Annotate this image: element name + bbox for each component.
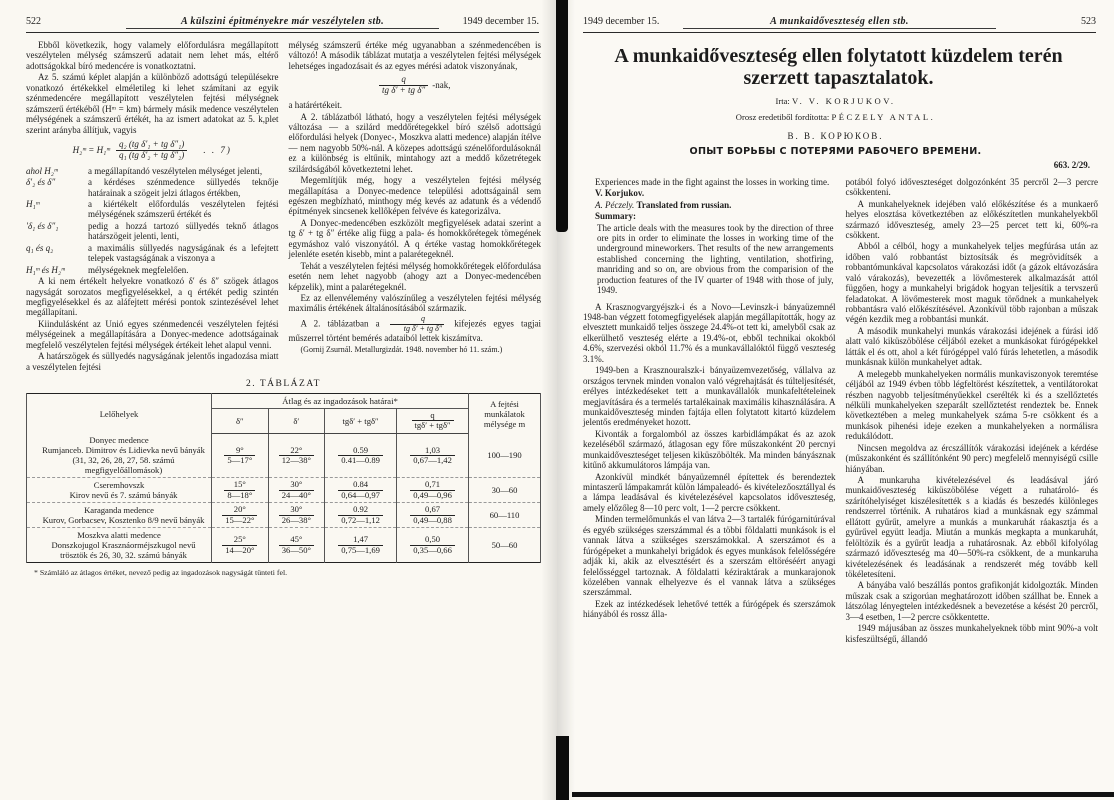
cyrillic-title: ОПЫТ БОРЬБЫ С ПОТЕРЯМИ РАБОЧЕГО ВРЕМЕНИ. — [689, 145, 982, 157]
paragraph: A ki nem értékelt helyekre vonatkozó δ′ és δ″ szögek átlagos nagyságát sorozatos megfigyelésekkel, a q értékét pedig szintén megfigyelésekkel és az aláfejtett mérési pontok szintezésével lehet megállapítani. — [26, 276, 279, 318]
fraction-numerator: q — [379, 75, 428, 86]
inline-fraction — [390, 315, 444, 334]
definition-desc: pedig a hozzá tartozó süllyedés teknő átlagos határszögeit jelenti, lenti, — [88, 220, 279, 242]
running-title: A külszini épitményekre már veszélytelen stb. — [126, 16, 439, 29]
table-header-locations: Lelőhelyek — [27, 394, 212, 434]
depth-cell: 100—190 — [469, 433, 541, 478]
definition-item — [26, 265, 279, 275]
value-cell — [325, 528, 397, 563]
paragraph: 1949-ben a Krasznouralszk-i bányaüzemvezetőség, vállalva az országos tervnek minden vonalon való végrehajtását és túlteljesítését, erélyes intézkedéseket tett a munkavállalók munkafeltételeinek megjavítására és a termelés tartalékainak maximális kihasználására. A munkaidőveszteség minden fajtája ellen folytatott kitartó küzdelem jelentős eredményeket hozott. — [583, 365, 836, 428]
paragraph: Megemlítjük még, hogy a veszélytelen fejtési mélység megállapítása a Donyec-medence települési adottságainál sem egészen megbízható, minthogy még kevés az adatunk és a védendő építmények sincsenek kellőképen felvéve és kategorizálva. — [288, 175, 541, 217]
table-row — [27, 433, 541, 478]
left-page-columns — [0, 33, 557, 373]
fraction-numerator: q — [412, 411, 454, 421]
page-523 — [557, 0, 1114, 800]
scan-gutter-shadow-bottom — [556, 736, 569, 800]
left-page-column-1 — [26, 40, 279, 373]
range-value: 0.41—0.89 — [341, 455, 380, 466]
inline-formula-q — [289, 75, 542, 96]
fraction-numerator: q₂ (tg δ′₁ + tg δ″₁) — [116, 140, 187, 151]
fraction-denominator: q₁ (tg δ′₂ + tg δ″₂) — [119, 149, 185, 160]
table-header-depth: A fejtési munkálatok mélysége m — [469, 394, 541, 434]
article-title: A munkaidőveszteség ellen folytatott küzdelem terén szerzett tapasztalatok. — [614, 45, 1063, 90]
table-heading: 2. TÁBLÁZAT — [246, 379, 321, 390]
avg-value: 9° — [224, 446, 255, 456]
value-cell — [325, 478, 397, 503]
location-cell — [27, 433, 212, 478]
text-after-fraction: kifejezés egyes tagjai műszerrel történt bemérés adataiból lettek kiszámítva. — [288, 318, 542, 344]
paragraph: potából folyó időveszteséget dolgozónként 35 percről 2—3 percre csökkenteni. — [845, 176, 1098, 198]
table-footnote: * Számláló az átlagos értéket, nevező pedig az ingadozások nagyságát tünteti fel. — [34, 568, 288, 578]
avg-value: 25° — [222, 535, 257, 545]
value-cell — [268, 478, 325, 503]
fraction — [379, 75, 428, 96]
issue-date: 1949 december 15. — [583, 16, 660, 27]
table-row — [27, 478, 541, 503]
range-value: 0,49—0,96 — [413, 489, 452, 500]
location-name: Karaganda medence — [84, 505, 154, 516]
avg-value: 0,71 — [410, 480, 455, 490]
summary-translator — [583, 200, 836, 210]
avg-value: 0,67 — [410, 505, 455, 515]
range-value: 26—38° — [281, 514, 311, 525]
table-row — [27, 528, 541, 563]
location-detail: Kurov, Gorbacsev, Kosztenko 8/9 nevű bányák — [42, 515, 205, 526]
definition-term: δ′₂ és δ″ — [26, 177, 56, 188]
value-cell — [212, 478, 269, 503]
avg-value: 22° — [279, 446, 314, 456]
paragraph-with-formula — [289, 315, 542, 344]
equation-lhs: H₂ᵐ = H₁ᵐ — [72, 145, 111, 156]
avg-value: 1,47 — [338, 535, 383, 545]
translator-name: A. Péczely. — [595, 199, 635, 210]
paragraph: mélység számszerű értéke még ugyanabban a szénmedencében is változó! A második táblázat mutatja a veszélytelen fejtési mélységek lehetséges ingadozásait és az egyes mérési adatok viszonyának, — [288, 40, 541, 71]
paragraph: A Krasznogvargyéjszk-i és a Novo—Levinszk-i bányaüzemnél 1948-ban végzett fotomegfigyelések alapján megállapították, hogy az elvesztett munkaidő teljes összege 24.4%-ot tett ki, amelyből csak az elkerülhető veszteség elérte a 19.4%-ot, ebből technikai okokból 4.6%, szervezési okból 11.7% és a munkavállalóktól függő veszteség 3.1%. — [583, 301, 836, 364]
depth-cell: 30—60 — [469, 478, 541, 503]
definition-desc: mélységeknek megfelelően. — [88, 264, 189, 275]
fraction-denominator: tg δ′ + tg δ″ — [403, 323, 443, 333]
running-title: A munkaidőveszteség ellen stb. — [683, 16, 996, 29]
right-page-header — [583, 16, 1096, 33]
avg-value: 15° — [224, 480, 255, 490]
paragraph: Kiindulásként az Unió egyes szénmedencéi veszélytelen fejtési mélységeinek a megállapítására a Donyec-medence adottságainak megfelelő veszélytelen fejtési mélységek értékeit lehet alapul venni. — [26, 318, 279, 350]
definition-item — [26, 221, 279, 242]
right-page-columns — [557, 170, 1114, 645]
location-cell — [27, 503, 212, 528]
left-page-column-2 — [289, 40, 542, 373]
range-value: 0,49—0,88 — [413, 514, 452, 525]
value-cell — [397, 528, 469, 563]
paragraph: A munkahelyeknek idejében való előkészítése és a munkaerő helyes elosztása következtében az előkészítetlen munkahelyekből származó időveszteség, amely 23—25 percet tett ki, 60%-ra csökkent. — [845, 198, 1098, 240]
value-cell — [397, 478, 469, 503]
text-before-fraction: A 2. táblázatban a — [300, 318, 380, 329]
definition-term: H₁ᵐ — [26, 199, 40, 210]
definition-desc: a kiértékelt előfordulás veszélytelen fejtési mélységének számszerű értékét és — [88, 199, 279, 220]
value-cell — [212, 503, 269, 528]
paragraph: A Donyec-medencében eszközölt megfigyelések adatai szerint a tg δ′ + tg δ″ értéke alig függ a pala- és homokkőrétegek tömegének egymáshoz való viszonyától. A q értéke vastag homokkőrétegek jelenléte esetén kisebb, mint a palarétegeknél. — [288, 217, 541, 260]
translator-label: Orosz eredetiből fordította: — [735, 111, 830, 122]
paragraph: Azonkívül mindkét bányaüzemnél építettek és berendeztek mintaszerű lámpakamrát külön lámpaleadó- és kivételezőosztállyal és a lámpa leadásával és kivételezésével kapcsolatos időveszteség, amely előzőleg 8—10 perc volt, 1—2 percre csökkent. — [583, 471, 836, 513]
avg-value: 0,50 — [410, 535, 455, 545]
summary-intro: Experiences made in the fight against the losses in working time. — [595, 176, 830, 187]
value-cell — [212, 528, 269, 563]
header-fraction — [412, 411, 454, 431]
byline-label: Irta: — [775, 95, 790, 106]
value-cell — [325, 433, 397, 478]
location-detail: Donszkojugol Krasznáorméjszkugol nevű trösztök és 26, 30, 32. számú bányák — [51, 540, 196, 561]
table-body — [27, 433, 541, 563]
definition-term: ′δ₁ és δ″₁ — [26, 220, 59, 231]
location-detail: Kirov nevű és 7. számú bányák — [69, 490, 178, 501]
paragraph: A bányába való beszállás pontos grafikonját kidolgozták. Minden műszak csak a szigorúan meghatározott időben szállhat be. Ennek a látszólag lényegtelen intézkedésnek a bevezetése a késést 20 percről, 3—4 esetben, 1—2 percre csökkentette. — [845, 580, 1098, 622]
paragraph: Kivonták a forgalomból az összes karbidlámpákat és az azok kezeléséből származó, átlagosan egy főre műszakonként 20 percnyi munkaidőveszteséget teljesen kiküszöbölték. Ma minden bányásznak kitűnő akkumulátoros lámpája van. — [583, 428, 836, 471]
fraction-suffix: -nak, — [432, 80, 451, 91]
range-value: 15—22° — [225, 514, 255, 525]
range-value: 8—18° — [227, 489, 253, 500]
paragraph: A határszögek és süllyedés nagyságának jelentős ingadozása miatt a veszélytelen fejtési — [26, 351, 279, 372]
range-value: 0,75—1,69 — [341, 544, 380, 555]
location-name: Moszkva alatti medence — [77, 530, 161, 541]
table-header-tg-sum: tgδ′ + tgδ″ — [325, 409, 397, 434]
right-page-column-2 — [846, 177, 1099, 645]
table-header-group: Átlag és az ingadozások határai* — [212, 394, 469, 409]
paragraph: Ebből következik, hogy valamely előfordulásra megállapított veszélytelen mélység számszerű adatait nem lehet más, eltérő adottságokkal bíró medencére is vonatkoztatni. — [26, 40, 279, 71]
paragraph: Tehát a veszélytelen fejtési mélység homokkőrétegek előfordulása esetén nem lehet nagyobb (ahogy azt a Donyec-medencében képzelik), mint a palarétegeknél. — [288, 260, 541, 292]
table-header-delta1: δ′ — [268, 409, 325, 434]
value-cell — [268, 503, 325, 528]
avg-value: 30° — [279, 480, 314, 490]
translated-from-note: Translated from russian. — [636, 199, 732, 210]
depth-cell: 50—60 — [469, 528, 541, 563]
paragraph: a határértékeit. — [288, 100, 342, 111]
paragraph: Abból a célból, hogy a munkahelyek teljes megfúrása után az időben való robbantást biztosítsák és megrövidítsék a robbantómunkával kapcsolatos várakozási időt (a gázok eltávozására való várakozás), bevezették a lövőmesterek alkalmazását attól függően, hogy a munkahelyi brigádok hogyan teljesítik a tervszerű feladatokat. A lövőmesterek most maguk törődnek a munkahelyek robbantásra való előkészítésével. Azonkívül több rajonban a műszak végén kezdik meg a robbantási munkát. — [845, 241, 1098, 325]
avg-value: 0.92 — [338, 505, 383, 515]
right-page-column-1 — [583, 177, 836, 645]
summary-author: V. Korjukov. — [595, 188, 645, 199]
paragraph: Ez az ellenvélemény valószínűleg a veszélytelen fejtési mélység maximális értékének általánosításából származik. — [288, 292, 541, 314]
left-page-header — [26, 16, 539, 33]
value-cell — [397, 433, 469, 478]
avg-value: 20° — [222, 505, 257, 515]
range-value: 24—40° — [281, 489, 311, 500]
byline-translator — [557, 112, 1114, 122]
value-cell — [212, 433, 269, 478]
table-row — [27, 503, 541, 528]
fraction-numerator: q — [390, 315, 444, 325]
paragraph: Nincsen megoldva az ércszállítók várakozási idejének a kérdése (műszakonként és szállítónként 90 perc) megfelelő mennyiségű csille hiányában. — [845, 442, 1098, 474]
value-cell — [397, 503, 469, 528]
location-name: Donyec medence — [89, 435, 149, 446]
avg-value: 45° — [279, 535, 314, 545]
value-cell — [268, 528, 325, 563]
avg-value: 1,03 — [410, 446, 455, 456]
range-value: 0,72—1,12 — [341, 514, 380, 525]
definition-item — [26, 243, 279, 264]
table-header-q-fraction — [397, 409, 469, 434]
location-cell — [27, 528, 212, 563]
paragraph: Az 5. számú képlet alapján a különböző adottságú településekre vonatkozó értékekkel elméletileg ki lehet számítani az egyik szénmedencére megállapított veszélytelen fejtési mélységnek számszerű értékéből (Hᵐ = km) bármely másik medence veszélytelen mélységének a számszerű értékét, ha az ismert adatokat az 5. k,plet szerint arányba állítjuk, vagyis — [26, 72, 279, 135]
avg-value: 30° — [279, 505, 314, 515]
equation-7 — [26, 140, 279, 161]
source-citation: (Gornij Zsurnál. Metallurgizdát. 1948. november hó 11. szám.) — [300, 344, 503, 354]
table-2-tablazat — [26, 393, 541, 563]
value-cell — [325, 503, 397, 528]
definition-desc: a kérdéses szénmedence süllyedés teknője határainak a szögeit jelzi átlagos értékben, — [88, 177, 279, 198]
scan-bottom-edge — [572, 792, 1114, 797]
paragraph: A 2. táblázatból látható, hogy a veszélytelen fejtési mélységek változása — a szilárd meddőrétegekkel bíró szélső adottságú előfordulási helyek (Donyec-, Moszkva alatti medence) alapján ítélve — nem nagyobb 50%-nál. A közepes adottságú szénelőfordulásoknál ez a különbség is eltűnik, mintahogy azt a meddő kőzetrétegek szilárdságából következtetni lehet. — [288, 111, 541, 174]
definition-term: ahol H₂ᵐ — [26, 165, 58, 176]
depth-cell: 60—110 — [469, 503, 541, 528]
page-number: 522 — [26, 16, 41, 27]
range-value: 14—20° — [225, 544, 255, 555]
avg-value: 0.59 — [338, 446, 383, 456]
avg-value: 0.84 — [338, 480, 383, 490]
range-value: 0,67—1,42 — [413, 455, 452, 466]
issue-date: 1949 december 15. — [462, 16, 539, 27]
table-header-row-1 — [27, 394, 541, 409]
fraction-denominator: tgδ′ + tgδ″ — [414, 420, 451, 431]
range-value: 0,35—0,66 — [413, 544, 452, 555]
definition-desc: a megállapítandó veszélytelen mélységet jelenti, — [88, 165, 263, 176]
equation-number: . . 7) — [203, 145, 232, 156]
paragraph: A melegebb munkahelyeken normális munkaviszonyok teremtése céljából az 1949 évben több légfeltörést készítettek, a ventilátorokat részben nagyobb teljesítményűekkel cserélték ki és a szellőztetés nélküli munkahelyeken szeparált szellőztetést rendeztek be. Ennek következtében a meleg munkahelyek száma 5-re csökkent és a munkások pihenési ideje ezeken a munkahelyeken a normálisra redukálódott. — [845, 368, 1098, 442]
summary-label: Summary: — [595, 211, 636, 222]
paragraph: A munkaruha kivételezésével és leadásával járó munkaidőveszteség kiküszöbölése végett a ruhatároló- és szárítóhelyiséget kiszélesítették s a kiadás és beszedés különleges rendszerrel történik. A ruhatáros kiad a munkásnak egy számmal ellátott gyűrűt, amelyre a munkás a munkaruhát ráakasztja és a gyűrűvel együtt leadja. Miután a munkás megkapta a munkaruhát, felöltözik és a gyűrűt leadja a ruhatárosnak. Az ebből kifolyólag származó időveszteség ma 40—50%-ra csökkent, de a munkaruha kivételezésének és leadásának a rendszerét még tovább kell tökéletesíteni. — [845, 475, 1098, 579]
paragraph: A második munkahelyi munkás várakozási idejének a fúrási idő alatt való kiküszöbölése céljából ezeket a munkásokat fúrógépekkel látták el és ott, ahol a két fúrógéppel való fúrás lehetetlen, a második munkásnak külön munkahelyet adtak. — [845, 325, 1098, 368]
range-value: 5—17° — [227, 455, 253, 466]
scan-gutter-shadow-top — [556, 0, 568, 232]
definition-item — [26, 199, 279, 220]
definition-item — [26, 166, 279, 176]
location-cell — [27, 478, 212, 503]
definition-item — [26, 177, 279, 198]
paragraph: Ezek az intézkedések lehetővé tették a fúrógépek és szerszámok hiányából és rossz álla- — [583, 598, 836, 620]
table-head — [27, 394, 541, 434]
cyrillic-author: В. В. КОРЮКОВ. — [787, 130, 884, 141]
location-detail: Rumjanceb. Dimitrov és Lidievka nevű bányák (31, 32, 26, 28, 27, 58. számú megfigyelőállomások) — [42, 445, 205, 476]
range-value: 36—50° — [281, 544, 311, 555]
definition-desc: a maximális süllyedés nagyságának és a lefejtett telepek vastagságának a viszonya a — [88, 242, 279, 264]
table-header-delta2: δ″ — [212, 409, 269, 434]
equation-fraction — [116, 140, 187, 161]
summary-text: The article deals with the measures took by the direction of three ore pits in order to eliminate the losses in working time of the underground mineworkers. Thet results of the new arrangements established concerning the lighting, ventilation, shotfiring, manriding and so on, are obvious from the comparision of the production features of the IV quarter of 1948 with those of july, 1949. — [597, 222, 834, 296]
paragraph: 1949 májusában az összes munkahelyeknek több mint 90%-a volt kisfeszültségű, állandó — [845, 623, 1098, 644]
translator-name: PÉCZELY ANTAL. — [831, 111, 936, 122]
definition-term: q₁ és q₂ — [26, 242, 54, 253]
table-section — [0, 373, 557, 577]
range-value: 0,64—0,97 — [341, 489, 380, 500]
range-value: 12—38° — [281, 455, 311, 466]
byline-author — [557, 96, 1114, 106]
page-number: 523 — [1081, 16, 1096, 27]
paragraph: Minden termelőmunkás el van látva 2—3 tartalék fúrógarnitúrával és egyéb szükséges szerszámmal és a többi földalatti munkások is el vannak látva a szükséges szerszámokkal. A szerszámot és a fúrógépeket a munkahelyi brigádok és egyes munkások felelősségére adják ki, akik az elvesztésért és a szerszám eltöréséért anyagi felelősséggel tartoznak. A földalatti kéziraktárak a munkarajonok közelében vannak elhelyezve és el vannak látva a szükséges szerszámmal. — [583, 514, 836, 598]
definition-term: H₁ᵐ és H₂ᵐ — [26, 264, 65, 275]
location-name: Cseremhovszk — [93, 480, 145, 491]
fraction-denominator: tg δ′ + tg δ″ — [382, 85, 426, 96]
author-name: V. V. KORJUKOV. — [791, 95, 896, 106]
value-cell — [268, 433, 325, 478]
classification-code: 663. 2/29. — [1053, 159, 1090, 170]
